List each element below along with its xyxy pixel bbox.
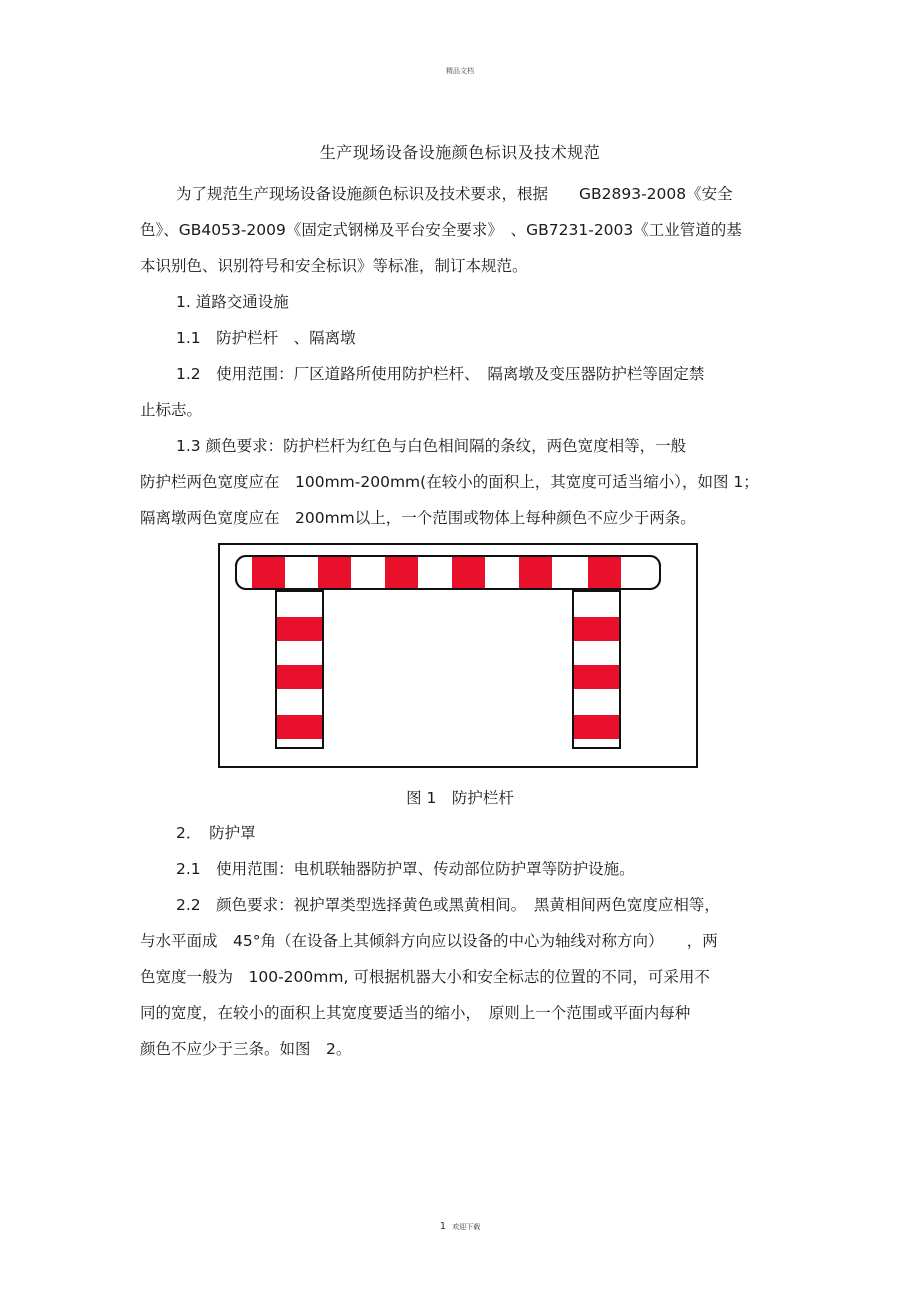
post-stripe [277,617,322,641]
post-stripe [574,617,619,641]
intro-line-1: 为了规范生产现场设备设施颜色标识及技术要求，根据 GB2893-2008《安全 [176,185,733,203]
page-title: 生产现场设备设施颜色标识及技术规范 [319,143,601,162]
section-1-3-line-1: 1.3 颜色要求：防护栏杆为红色与白色相间隔的条纹，两色宽度相等，一般 [176,437,687,455]
post-stripe [574,665,619,689]
section-2-2-line-5: 颜色不应少于三条。如图 2。 [140,1040,352,1058]
post-stripe [277,665,322,689]
left-post [276,591,323,748]
rail-stripe [318,557,351,588]
section-1-3-line-2: 防护栏两色宽度应在 100mm-200mm(在较小的面积上，其宽度可适当缩小），如图 1； [140,473,759,491]
header-mark: 精品文档 [446,67,474,75]
top-rail [236,556,660,589]
section-1-1-heading: 1.1 防护栏杆 、隔离墩 [176,329,356,347]
guardrail-illustration [218,543,698,768]
section-2-heading: 2． 防护罩 [176,824,256,842]
section-1-2-line-2: 止标志。 [140,401,203,419]
footer-label: 欢迎下载 [452,1223,481,1231]
section-2-2-line-2: 与水平面成 45°角（在设备上其倾斜方向应以设备的中心为轴线对称方向） ，两 [140,932,718,950]
post-stripe [574,715,619,739]
section-1-heading: 1. 道路交通设施 [176,293,289,311]
post-stripe [277,715,322,739]
figure-caption: 图 1 防护栏杆 [406,789,514,807]
page-footer [0,1221,920,1232]
rail-stripe [385,557,418,588]
intro-line-3: 本识别色、识别符号和安全标识》等标准，制订本规范。 [140,257,528,275]
rail-stripe [452,557,485,588]
rail-stripe [252,557,285,588]
guardrail-figure [218,543,698,768]
intro-line-2: 色》、GB4053-2009《固定式钢梯及平台安全要求》 、GB7231-2003《工业管道的基 [140,221,742,239]
section-2-2-line-1: 2.2 颜色要求：视护罩类型选择黄色或黑黄相间。 黑黄相间两色宽度应相等， [176,896,720,914]
section-1-3-line-3: 隔离墩两色宽度应在 200mm以上，一个范围或物体上每种颜色不应少于两条。 [140,509,696,527]
section-2-2-line-3: 色宽度一般为 100-200mm, 可根据机器大小和安全标志的位置的不同，可采用不 [140,968,710,986]
right-post [573,591,620,748]
page-number: 1 [439,1221,447,1232]
rail-stripe [588,557,621,588]
section-1-2-line-1: 1.2 使用范围：厂区道路所使用防护栏杆、 隔离墩及变压器防护栏等固定禁 [176,365,705,383]
section-2-2-line-4: 同的宽度，在较小的面积上其宽度要适当的缩小， 原则上一个范围或平面内每种 [140,1004,691,1022]
rail-stripe [519,557,552,588]
section-2-1-line: 2.1 使用范围：电机联轴器防护罩、传动部位防护罩等防护设施。 [176,860,635,878]
